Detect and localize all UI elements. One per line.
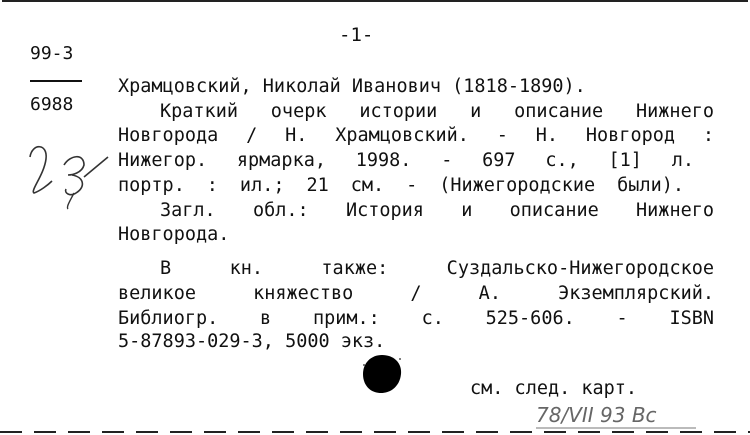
- accession-handwritten: [536, 398, 704, 432]
- physical-description-line: портр. : ил.; 21 см. - (Нижегородские были).: [118, 175, 684, 196]
- contents-note-line-1: В кн. также: Суздальско-Нижегородское: [160, 258, 714, 279]
- continued-note: см. след. карт.: [470, 378, 638, 399]
- bibliography-line: Библиогр. в прим.: с. 525-606. - ISBN: [118, 308, 714, 329]
- call-number-top: 99-3: [30, 43, 74, 64]
- title-line-2: Новгорода / Н. Храмцовский. - Н. Новгород :: [118, 125, 714, 146]
- isbn-line: 5-87893-029-3, 5000 экз.: [118, 331, 386, 352]
- page-number: -1-: [339, 24, 374, 46]
- call-number-bottom: 6988: [30, 94, 74, 115]
- call-number-divider: [30, 80, 82, 82]
- ink-blot: [360, 353, 404, 395]
- title-line-1: Краткий очерк истории и описание Нижнего: [160, 101, 714, 122]
- cover-title-note-line-2: Новгорода.: [118, 224, 230, 245]
- card-bottom-border: [0, 431, 750, 433]
- cover-title-note-line-1: Загл. обл.: История и описание Нижнего: [160, 200, 714, 221]
- imprint-line: Нижегор. ярмарка, 1998. - 697 с., [1] л.: [118, 150, 694, 171]
- handwritten-mark: [22, 135, 112, 215]
- contents-note-line-2: великое княжество / А. Экземплярский.: [118, 283, 714, 304]
- heading-author: Храмцовский, Николай Иванович (1818-1890).: [118, 76, 586, 97]
- accession-text: 78/VII 93 Вс: [536, 403, 657, 427]
- card-top-border: [2, 0, 748, 2]
